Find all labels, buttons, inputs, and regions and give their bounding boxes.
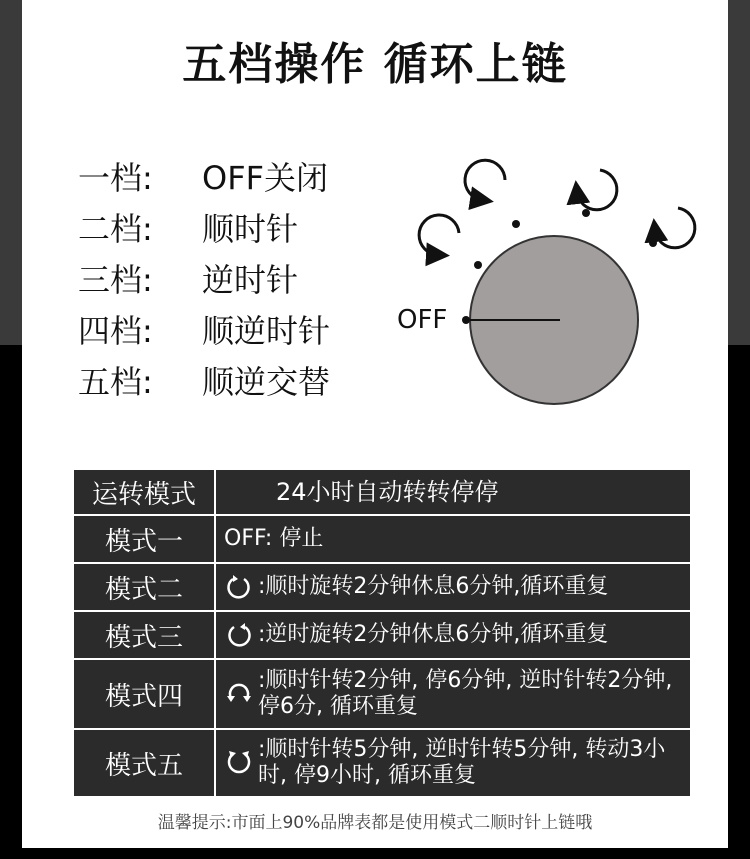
dial-diagram [362, 140, 712, 420]
mode-desc: :顺时针转2分钟, 停6分钟, 逆时针转2分钟, 停6分, 循环重复 [258, 668, 673, 719]
gear-value: 顺逆交替 [202, 362, 331, 401]
gear-label: 二档: [78, 209, 153, 248]
mode-desc: :顺时旋转2分钟休息6分钟,循环重复 [258, 574, 609, 599]
table-row [74, 564, 690, 612]
gear-label: 四档: [78, 311, 153, 350]
gear-list [78, 150, 330, 405]
mode-name: 模式四 [74, 660, 216, 728]
mode-desc-cell [216, 730, 690, 796]
clockwise-arrow-icon [465, 160, 505, 200]
dial-off-label: OFF [397, 305, 448, 335]
table-header-desc: 24小时自动转转停停 [276, 478, 499, 506]
dial-position-dot [582, 209, 590, 217]
mode-desc-cell [216, 564, 690, 610]
mode-desc: :逆时旋转2分钟休息6分钟,循环重复 [258, 622, 609, 647]
dial-position-dot [462, 316, 470, 324]
gear-label: 一档: [78, 158, 153, 197]
dial-position-dot [474, 261, 482, 269]
table-header-mode: 运转模式 [74, 470, 216, 514]
table-row [74, 612, 690, 660]
gear-row-5 [78, 354, 330, 405]
mode-name: 模式一 [74, 516, 216, 562]
mode-desc-cell [216, 660, 690, 728]
table-header-row [74, 470, 690, 516]
gear-row-4 [78, 303, 330, 354]
counterclockwise-arrow-icon [655, 208, 695, 248]
counterclockwise-arrow-icon [577, 170, 617, 210]
counterclockwise-icon [224, 620, 254, 650]
table-row [74, 516, 690, 564]
gear-row-1 [78, 150, 330, 201]
gear-label: 五档: [78, 362, 153, 401]
mode-name: 模式三 [74, 612, 216, 658]
gear-value: 顺逆时针 [202, 311, 331, 350]
mode-desc: OFF: 停止 [224, 526, 324, 551]
both-directions-icon [224, 679, 254, 709]
gear-value: 逆时针 [202, 260, 299, 299]
gear-label: 三档: [78, 260, 153, 299]
table-row [74, 660, 690, 730]
gear-value: 顺时针 [202, 209, 299, 248]
mode-desc-cell [216, 612, 690, 658]
table-row [74, 730, 690, 796]
page-title: 五档操作 循环上链 [182, 39, 568, 90]
dial-position-dot [649, 239, 657, 247]
gear-row-3 [78, 252, 330, 303]
footer-tip: 温馨提示:市面上90%品牌表都是使用模式二顺时针上链哦 [157, 813, 593, 833]
clockwise-arrow-icon [419, 215, 459, 255]
mode-table [74, 470, 690, 796]
mode-name: 模式五 [74, 730, 216, 796]
clockwise-icon [224, 572, 254, 602]
product-card [22, 0, 728, 848]
mode-name: 模式二 [74, 564, 216, 610]
both-directions-icon [224, 748, 254, 778]
dial-position-dot [512, 220, 520, 228]
gear-value: OFF关闭 [202, 158, 329, 197]
mode-desc: :顺时针转5分钟, 逆时针转5分钟, 转动3小时, 停9小时, 循环重复 [258, 737, 666, 788]
gear-row-2 [78, 201, 330, 252]
